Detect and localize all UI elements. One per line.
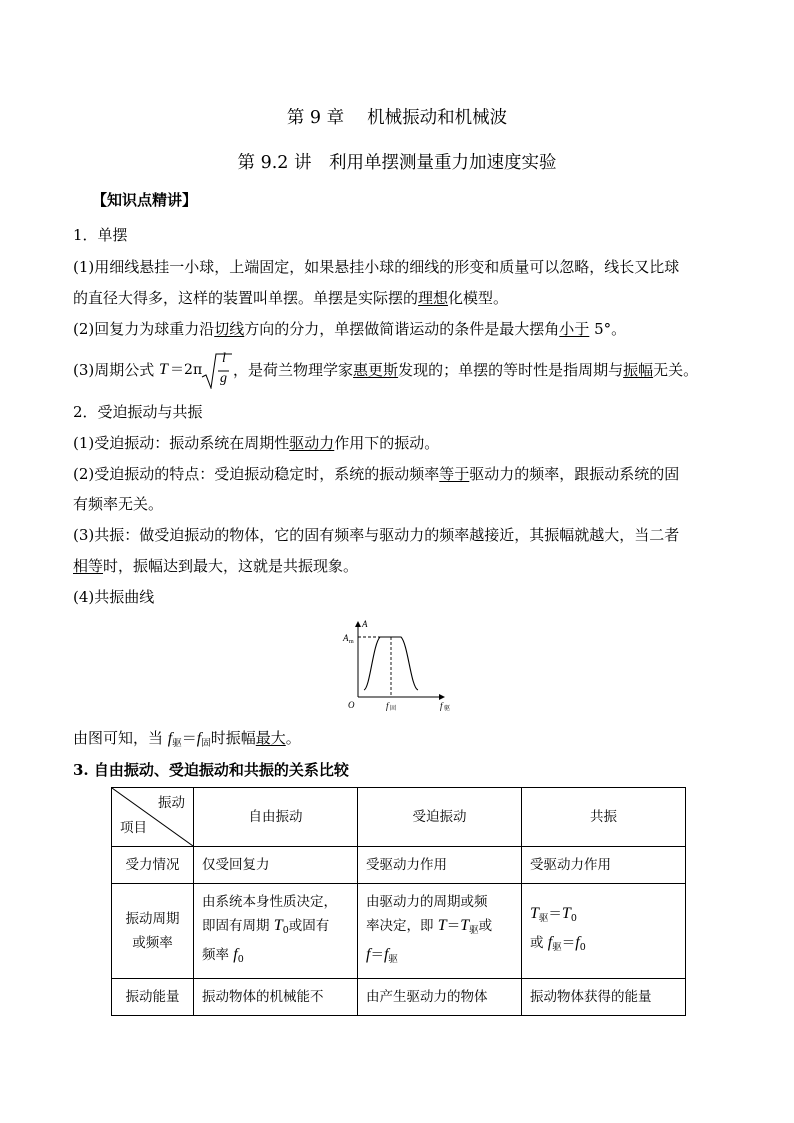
y-axis-label: A [362,619,368,629]
row-header: 振动周期 或频率 [112,884,194,979]
table-header-row [112,788,686,847]
row-header: 振动能量 [112,979,194,1016]
answer-equal-to: 等于 [439,465,470,483]
comparison-table [111,787,686,1016]
s2-p4: (4)共振曲线 [73,588,155,606]
period-formula: T ＝2π l g [159,353,233,389]
s2-p2-line2: 有频率无关。 [73,495,164,513]
s1-p1-line2: 的直径大得多，这样的装置叫单摆。单摆是实际摆的理想化模型。 [73,289,509,307]
col-header: 共振 [522,788,686,847]
answer-less-than: 小于 [559,320,590,338]
table-cell: 仅受回复力 [194,847,358,884]
s2-p1: (1)受迫振动：振动系统在周期性驱动力作用下的振动。 [73,434,440,452]
table-cell: 受驱动力作用 [358,847,522,884]
table-row [112,979,686,1016]
table-cell: 受驱动力作用 [522,847,686,884]
table-cell: $T_驱=T_0$ 或 $f_驱=f_0$ [522,884,686,979]
col-header: 自由振动 [194,788,358,847]
answer-amplitude: 振幅 [623,361,654,379]
s2-p3-line2: 相等时，振幅达到最大，这就是共振现象。 [73,557,359,575]
table-cell: 振动物体获得的能量 [522,979,686,1016]
corner-cell: 振动 项目 [112,788,194,847]
s1-p1-line1: (1)用细线悬挂一小球，上端固定，如果悬挂小球的细线的形变和质量可以忽略，线长又比球 [73,258,680,276]
x-mark-label: f [386,701,389,711]
sqrt-sign-icon [201,353,233,389]
s3-title: 3. 自由振动、受迫振动和共振的关系比较 [73,761,349,779]
table-cell: 由驱动力的周期或频 率决定，即 $T=T_驱$或 $f=f_驱$ [358,884,522,979]
s2-p2-line1: (2)受迫振动的特点：受迫振动稳定时，系统的振动频率等于驱动力的频率，跟振动系统的固 [73,465,680,483]
answer-driving-force: 驱动力 [289,434,335,452]
answer-tangent: 切线 [214,320,245,338]
table-row [112,884,686,979]
amax-label: A [343,633,349,643]
s2-title: 2．受迫振动与共振 [73,403,203,421]
row-header: 受力情况 [112,847,194,884]
lesson-title: 第 9.2 讲 利用单摆测量重力加速度实验 [237,153,557,173]
section-heading: 【知识点精讲】 [92,191,198,209]
table-cell: 由产生驱动力的物体 [358,979,522,1016]
answer-ideal: 理想 [418,289,449,307]
s1-p2: (2)回复力为球重力沿切线方向的分力，单摆做简谐运动的条件是最大摆角小于 5°。 [73,320,627,338]
x-axis-sub: 驱 [444,706,451,712]
resonance-curve-figure [340,618,460,713]
answer-max: 最大 [255,729,286,747]
amax-sub: m [349,639,354,645]
s2-p3-line1: (3)共振：做受迫振动的物体，它的固有频率与驱动力的频率越接近，其振幅就越大，当二者 [73,526,680,544]
origin-label: O [348,700,355,710]
s1-title: 1．单摆 [73,226,128,244]
answer-equal: 相等 [73,557,104,575]
table-cell: 由系统本身性质决定， 即固有周期 $T_0$或固有 频率 $f_0$ [194,884,358,979]
table-row [112,847,686,884]
chapter-title: 第 9 章 机械振动和机械波 [286,108,508,128]
x-axis-label: f [440,701,443,711]
s1-p3: (3)周期公式 T ＝2π l g ，是荷兰物理学家惠更斯发现的；单摆的等时性是指周期与振幅无关。 [73,350,698,390]
x-mark-sub: 固 [390,706,397,712]
s2-conclusion: 由图可知，当 $f_驱=f_固$时振幅最大。 [73,729,301,749]
col-header: 受迫振动 [358,788,522,847]
table-cell: 振动物体的机械能不 [194,979,358,1016]
answer-huygens: 惠更斯 [353,361,399,379]
